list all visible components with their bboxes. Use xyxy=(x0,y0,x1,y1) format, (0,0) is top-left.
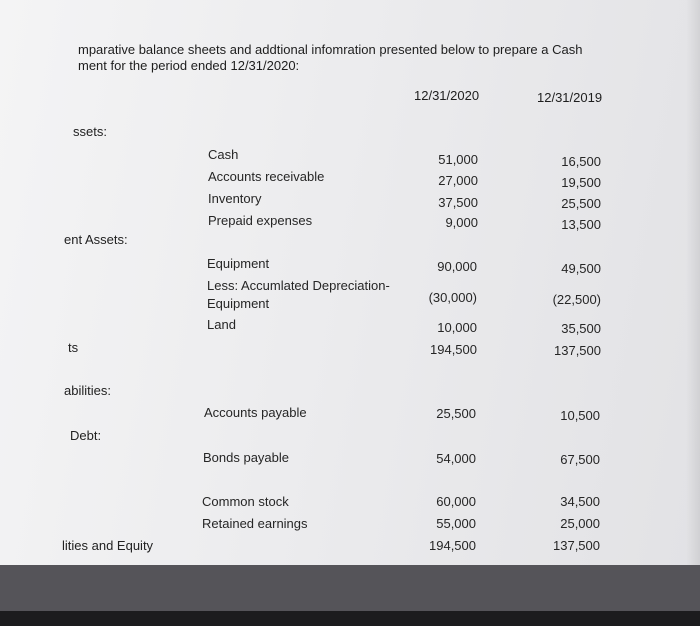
cell-retained-2019: 25,000 xyxy=(560,516,600,531)
cell-total-le-2020: 194,500 xyxy=(429,538,476,553)
cell-cash-2020: 51,000 xyxy=(438,152,478,167)
row-label-accumulated-depreciation-line2: Equipment xyxy=(207,296,270,311)
cell-accum-dep-2020: (30,000) xyxy=(428,290,477,305)
cell-ar-2020: 27,000 xyxy=(438,173,478,188)
section-total-liabilities-equity: lities and Equity xyxy=(62,538,154,553)
cell-inventory-2020: 37,500 xyxy=(438,195,478,210)
cell-equipment-2020: 90,000 xyxy=(437,259,477,274)
section-debt: Debt: xyxy=(70,428,102,443)
row-label-land: Land xyxy=(207,317,236,332)
cell-bonds-2019: 67,500 xyxy=(560,452,600,467)
cell-total-assets-2019: 137,500 xyxy=(554,343,601,358)
cell-common-2020: 60,000 xyxy=(436,494,476,509)
row-label-inventory: Inventory xyxy=(208,191,262,206)
cell-ar-2019: 19,500 xyxy=(561,175,601,190)
row-label-accumulated-depreciation: Less: Accumlated Depreciation- xyxy=(207,278,390,293)
intro-line-1: mparative balance sheets and addtional infomration presented below to prepare a Cash xyxy=(78,42,583,57)
cell-inventory-2019: 25,500 xyxy=(561,196,601,211)
cell-ap-2020: 25,500 xyxy=(436,406,476,421)
row-label-retained-earnings: Retained earnings xyxy=(202,516,308,531)
row-label-bonds-payable: Bonds payable xyxy=(203,450,290,465)
section-liabilities: abilities: xyxy=(64,383,111,398)
section-total-assets: ts xyxy=(68,340,79,355)
cell-prepaid-2020: 9,000 xyxy=(445,215,478,230)
dark-background-foot xyxy=(0,611,700,626)
column-header-2020: 12/31/2020 xyxy=(414,88,480,103)
cell-bonds-2020: 54,000 xyxy=(436,451,476,466)
cell-total-assets-2020: 194,500 xyxy=(430,342,477,357)
row-label-accounts-payable: Accounts payable xyxy=(204,405,307,420)
row-label-accounts-receivable: Accounts receivable xyxy=(208,169,325,184)
dark-background-strip xyxy=(0,565,700,611)
cell-accum-dep-2019: (22,500) xyxy=(552,292,601,307)
cell-total-le-2019: 137,500 xyxy=(553,538,600,553)
cell-prepaid-2019: 13,500 xyxy=(561,217,601,232)
intro-line-2: ment for the period ended 12/31/2020: xyxy=(78,58,300,73)
section-assets: ssets: xyxy=(73,124,107,139)
cell-ap-2019: 10,500 xyxy=(560,408,600,423)
row-label-cash: Cash xyxy=(208,147,239,162)
cell-land-2020: 10,000 xyxy=(437,320,477,335)
cell-cash-2019: 16,500 xyxy=(561,154,601,169)
cell-land-2019: 35,500 xyxy=(561,321,601,336)
column-header-2019: 12/31/2019 xyxy=(537,90,603,105)
row-label-common-stock: Common stock xyxy=(202,494,289,509)
cell-retained-2020: 55,000 xyxy=(436,516,476,531)
row-label-prepaid-expenses: Prepaid expenses xyxy=(208,213,313,228)
cell-common-2019: 34,500 xyxy=(560,494,600,509)
page-edge-shadow xyxy=(686,0,700,565)
section-noncurrent-assets: ent Assets: xyxy=(64,232,128,247)
cell-equipment-2019: 49,500 xyxy=(561,261,601,276)
row-label-equipment: Equipment xyxy=(207,256,270,271)
